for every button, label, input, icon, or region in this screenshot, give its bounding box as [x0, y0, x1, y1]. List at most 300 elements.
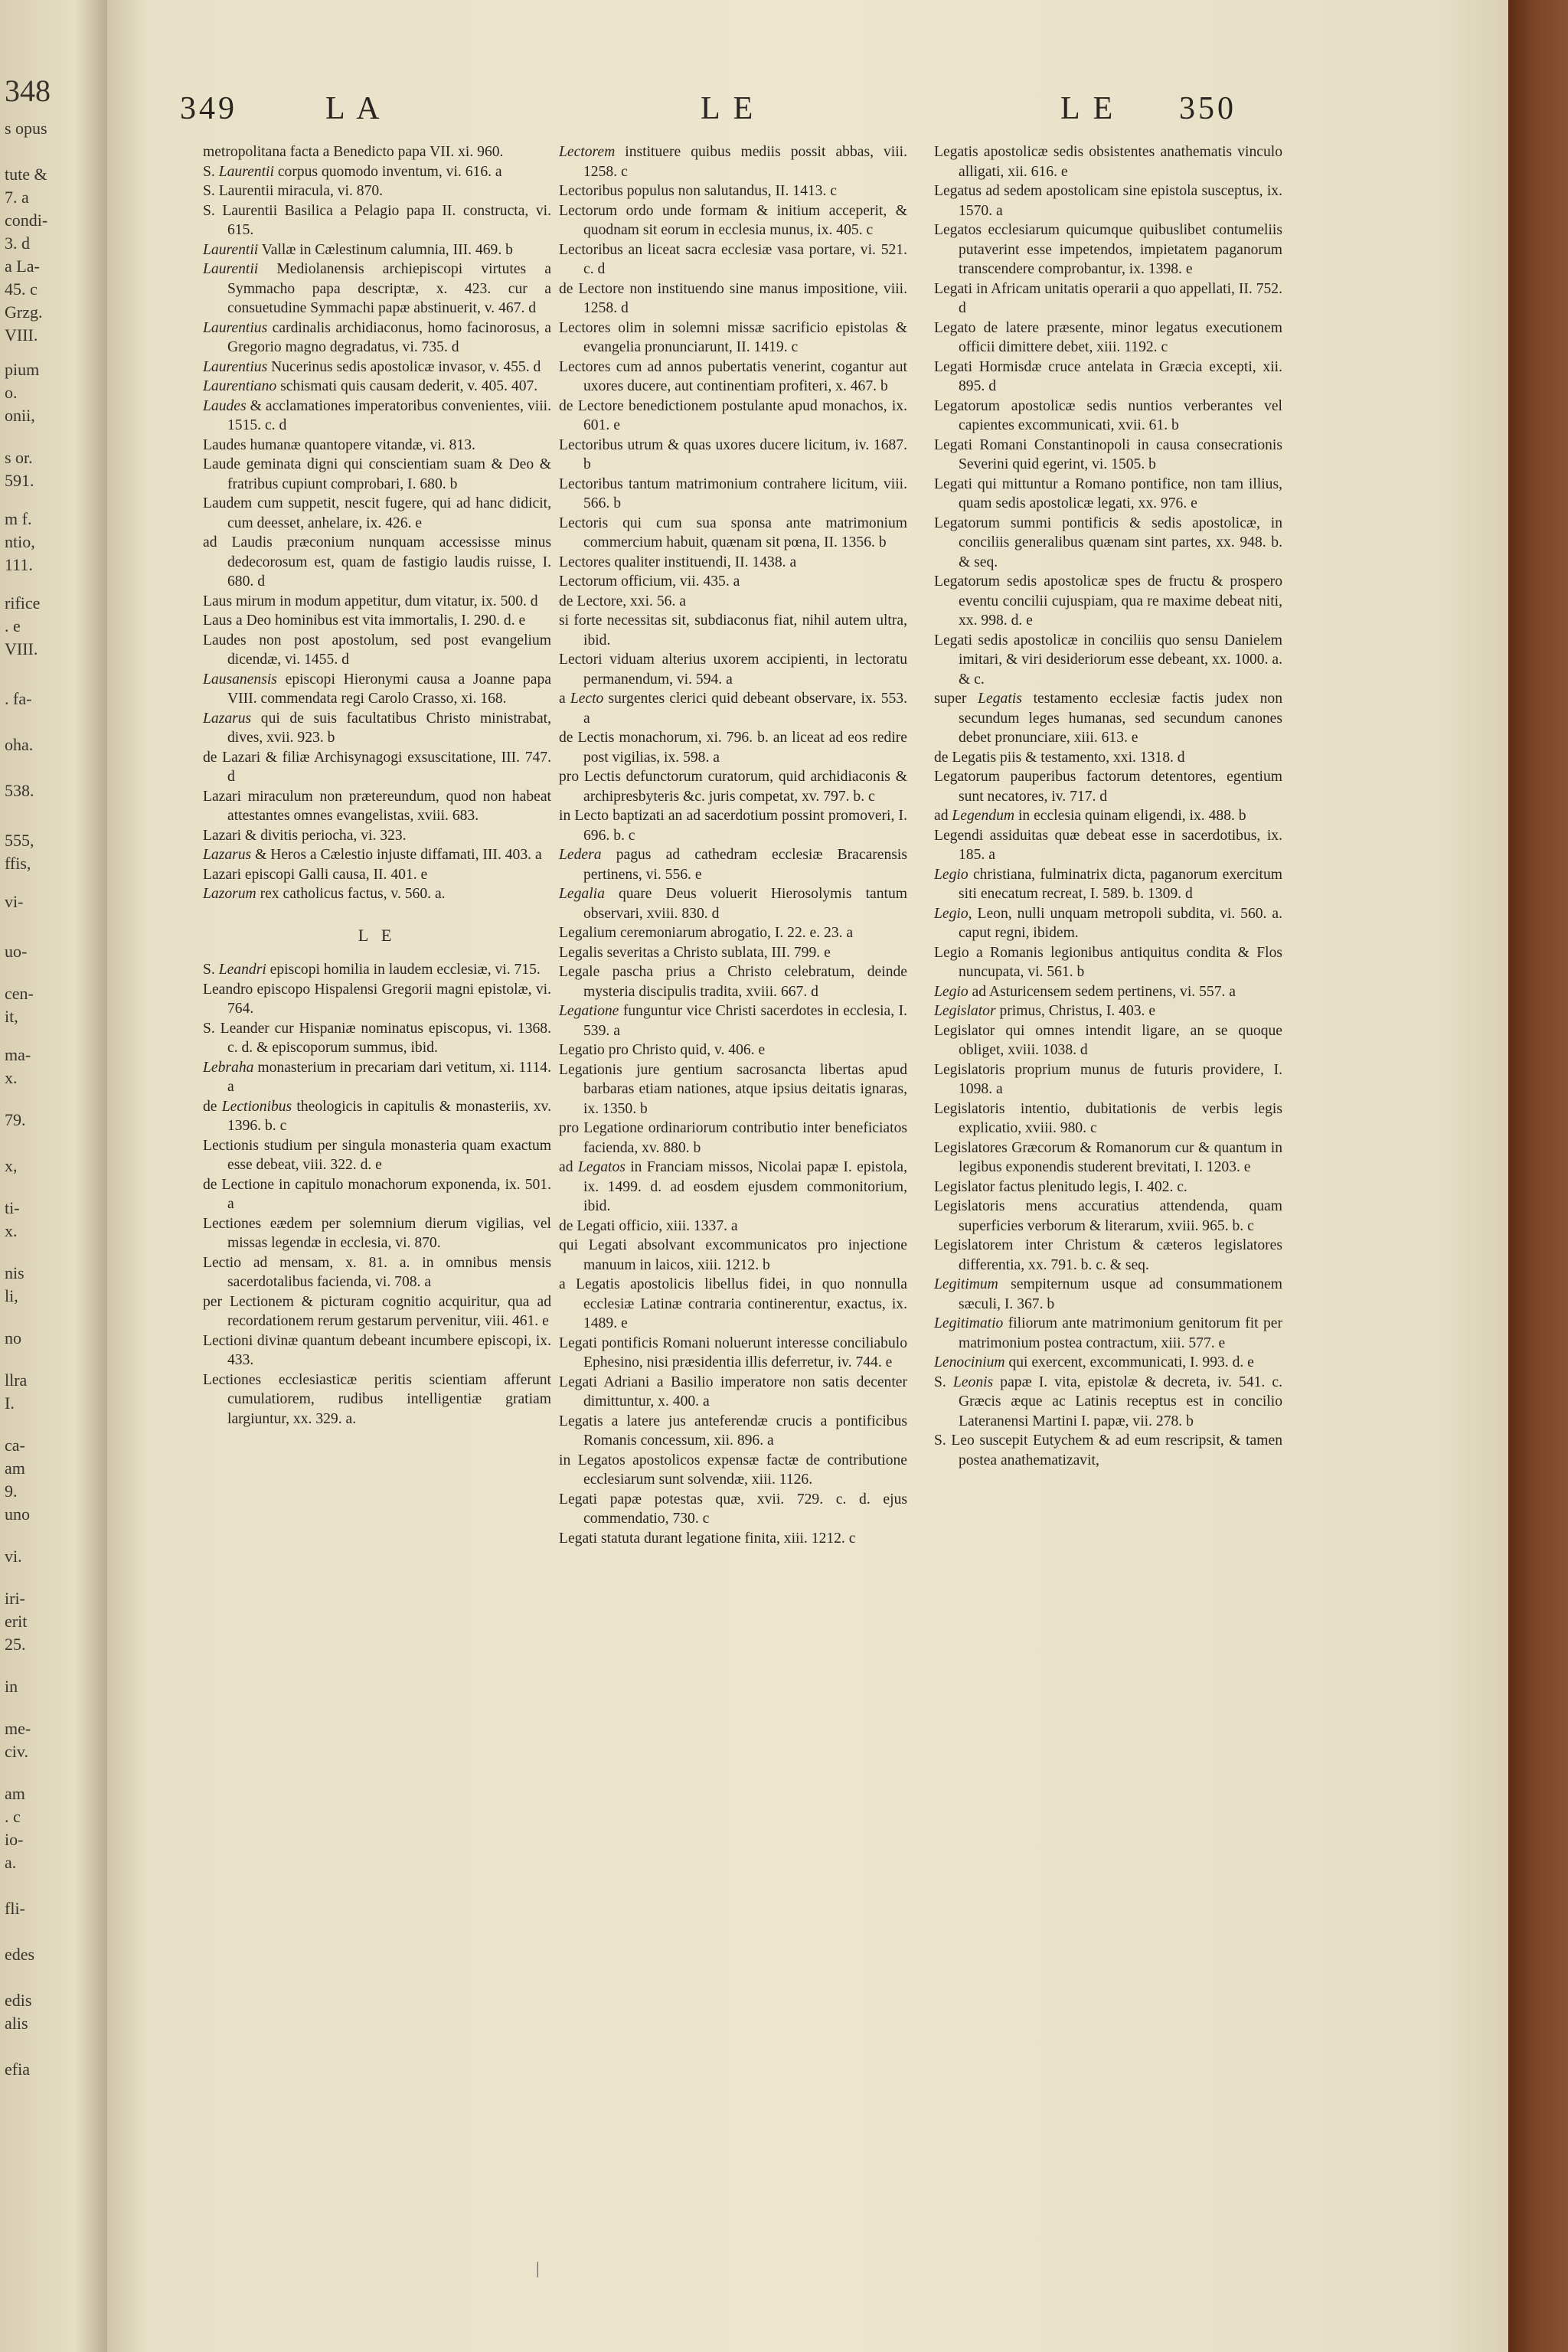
entry-text: qui exercent, excommunicati, I. 993. d. e [1004, 1354, 1254, 1370]
index-entry [559, 1217, 907, 1236]
entry-text: Lazari & divitis periocha, vi. 323. [203, 827, 407, 844]
margin-fragment: 45. c [5, 279, 38, 299]
entry-headword: Lausanensis [203, 671, 277, 688]
index-entry [934, 767, 1282, 806]
entry-headword: Lectorem [559, 144, 616, 160]
margin-fragment: . c [5, 1807, 21, 1826]
index-entry [934, 1431, 1282, 1470]
index-entry [203, 436, 551, 456]
entry-text: Legatos ecclesiarum quicumque quibuslibet contumeliis putaverint esse impetendos, impietatem paganorum transcendere comprobantur, ix. 1398. e [934, 222, 1282, 277]
entry-text: Legati Hormisdæ cruce antelata in Græcia excepti, xii. 895. d [934, 358, 1282, 394]
entry-text: Legale pascha prius a Christo celebratum, deinde mysteria discipulis tradita, xviii. 667. d [559, 964, 907, 1000]
index-entry [934, 1314, 1282, 1353]
index-entry [559, 689, 907, 728]
entry-text: Mediolanensis archiepiscopi virtutes a Symmacho papa descriptæ, x. 423. cur a consuetudine Symmachi papæ abstinuerit, v. 467. d [227, 261, 551, 316]
index-entry [203, 960, 551, 980]
entry-text: Lectoribus tantum matrimonium contrahere licitum, viii. 566. b [559, 475, 907, 511]
index-entry [203, 1214, 551, 1253]
entry-text: Laudes humanæ quantopere vitandæ, vi. 813. [203, 436, 475, 453]
index-entry [559, 279, 907, 318]
index-entry [934, 1021, 1282, 1060]
index-entry [203, 670, 551, 709]
index-entry [559, 650, 907, 689]
margin-fragment: nis [5, 1263, 24, 1282]
index-entry [559, 1275, 907, 1334]
index-entry [203, 826, 551, 846]
index-entry [559, 845, 907, 884]
entry-text: Lectoribus populus non salutandus, II. 1413. c [559, 183, 837, 199]
margin-fragment: condi- [5, 211, 48, 230]
index-entry [559, 1119, 907, 1158]
right-page-number: 350 [1179, 91, 1236, 126]
index-entry [559, 962, 907, 1001]
entry-headword: Legio [934, 983, 969, 1000]
entry-text: Lectiones ecclesiasticæ peritis scientiam afferunt cumulatiorem, rudibus intelligentiæ gratiam largiuntur, xx. 329. a. [203, 1371, 551, 1427]
entry-headword: Laurentii [203, 261, 259, 277]
entry-text: Lectori viduam alterius uxorem accipienti, in lectoratu permanendum, vi. 594. a [559, 652, 907, 688]
index-entry [559, 553, 907, 573]
entry-prefix: de [203, 1098, 222, 1115]
entry-text: S. Laurentii Basilica a Pelagio papa II. constructa, vi. 615. [203, 202, 551, 238]
margin-fragment: 555, [5, 831, 34, 850]
margin-fragment: 3. d [5, 234, 30, 253]
entry-text: pagus ad cathedram ecclesiæ Bracarensis pertinens, vi. 556. e [583, 847, 907, 883]
entry-text: de Lectis monachorum, xi. 796. b. an liceat ad eos redire post vigilias, ix. 598. a [559, 730, 907, 766]
margin-fragment: ntio, [5, 532, 35, 551]
index-entry [203, 1136, 551, 1175]
index-entry [559, 1490, 907, 1529]
entry-text: Legislatoris proprium munus de futuris providere, I. 1098. a [934, 1061, 1282, 1097]
entry-text: Legatorum sedis apostolicæ spes de fructu & prospero eventu concilii cujuspiam, qua re maxime debeat niti, xx. 998. d. e [934, 573, 1282, 629]
entry-text: de Lazari & filiæ Archisynagogi exsuscitatione, III. 747. d [203, 749, 551, 785]
entry-headword: Leonis [952, 1374, 994, 1390]
index-entry [203, 162, 551, 182]
index-entry [203, 980, 551, 1019]
entry-text: papæ I. vita, epistolæ & decreta, iv. 541. c. Græcis æque ac Latinis receptus est in concilio Lateranensi Martini I. papæ, vii. 278. b [959, 1374, 1283, 1429]
entry-text: primus, Christus, I. 403. e [995, 1003, 1156, 1019]
entry-headword: Lectionibus [221, 1098, 292, 1115]
entry-text: a Legatis apostolicis libellus fidei, in quo nonnulla ecclesiæ Latinæ contraria continerentur, exactus, ix. 1489. e [559, 1276, 907, 1331]
entry-text: Legislatores Græcorum & Romanorum cur & quantum in legibus exponendis studerent brevitati, I. 1203. e [934, 1139, 1282, 1175]
entry-headword: Legitimum [934, 1276, 998, 1292]
entry-text: Legio a Romanis legionibus antiquitus condita & Flos nuncupata, vi. 561. b [934, 944, 1282, 980]
index-entry [934, 631, 1282, 690]
entry-text: de Lectione in capitulo monachorum exponenda, ix. 501. a [203, 1176, 551, 1212]
margin-fragment: x. [5, 1221, 18, 1240]
index-entry [559, 943, 907, 963]
margin-fragment: I. [5, 1393, 15, 1413]
index-entry [559, 181, 907, 201]
entry-text: Laudem cum suppetit, nescit fugere, qui ad hanc didicit, cum deesset, anhelare, ix. 426. e [203, 495, 551, 531]
entry-headword: Laurentii [218, 163, 274, 180]
entry-headword: Lebraha [203, 1059, 254, 1076]
index-entry [203, 397, 551, 436]
entry-headword: Lazarus [203, 847, 252, 863]
entry-text: Lectorum ordo unde formam & initium acceperit, & quodnam sit eorum in ecclesia munus, ix. 405. c [559, 202, 907, 238]
index-entry [559, 1334, 907, 1373]
index-entry [934, 943, 1282, 982]
entry-text: instituere quibus mediis possit abbas, viii. 1258. c [583, 144, 907, 180]
index-entry [559, 240, 907, 279]
entry-text: quare Deus voluerit Hierosolymis tantum observari, xviii. 830. d [583, 886, 907, 922]
margin-fragment: m f. [5, 509, 32, 528]
margin-fragment: fli- [5, 1899, 25, 1918]
entry-text: in Franciam missos, Nicolai papæ I. epistola, ix. 1499. d. ad eosdem ejusdem commonitorium, ibid. [583, 1159, 907, 1214]
index-entry [559, 1412, 907, 1451]
center-running-heading: L E [701, 91, 756, 126]
book-cover-edge [1508, 0, 1568, 2352]
entry-text: Legati qui mittuntur a Romano pontifice, non tam illius, quam sedis apostolicæ legati, xx. 976. e [934, 475, 1282, 511]
entry-text: episcopi homilia in laudem ecclesiæ, vi. 715. [266, 962, 541, 978]
entry-headword: Ledera [559, 847, 602, 863]
index-entry [203, 865, 551, 885]
index-entry [203, 884, 551, 904]
adjacent-page-margin [0, 0, 107, 2352]
margin-fragment: s or. [5, 448, 33, 467]
index-entry [203, 358, 551, 377]
entry-text: Legati statuta durant legatione finita, xiii. 1212. c [559, 1530, 856, 1547]
entry-text: Lectores cum ad annos pubertatis venerint, cogantur aut uxores ducere, aut continentiam profiteri, x. 467. b [559, 358, 907, 394]
entry-text: ad Asturicensem sedem pertinens, vi. 557. a [968, 983, 1236, 1000]
entry-headword: Legatos [577, 1159, 626, 1175]
index-entry [934, 904, 1282, 943]
index-entry [203, 201, 551, 240]
margin-fragment: VIII. [5, 325, 38, 345]
entry-text: Legendi assiduitas quæ debeat esse in sacerdotibus, ix. 185. a [934, 827, 1282, 863]
entry-text: Lectoribus an liceat sacra ecclesiæ vasa portare, vi. 521. c. d [559, 241, 907, 277]
index-entry [934, 1001, 1282, 1021]
index-entry [934, 982, 1282, 1002]
index-entry [934, 689, 1282, 748]
index-entry [559, 1040, 907, 1060]
entry-prefix: S. [203, 163, 219, 180]
entry-text: de Lectore benedictionem postulante apud monachos, ix. 601. e [559, 397, 907, 433]
entry-text: testamento ecclesiæ factis judex non secundum leges humanas, sed secundum canones debet pronunciare, xiii. 613. e [959, 691, 1283, 746]
entry-text: surgentes clerici quid debeant observare, ix. 553. a [583, 691, 907, 727]
entry-text: Legatis apostolicæ sedis obsistentes anathematis vinculo alligati, xii. 616. e [934, 144, 1282, 180]
margin-fragment: 79. [5, 1110, 26, 1129]
entry-headword: Legalia [559, 886, 605, 902]
entry-text: & acclamationes imperatoribus convenientes, viii. 1515. c. d [227, 397, 551, 433]
index-entry [203, 1097, 551, 1136]
index-entry [203, 1331, 551, 1370]
margin-fragment: civ. [5, 1742, 28, 1761]
index-entry [559, 767, 907, 806]
entry-text: Lectores olim in solemni missæ sacrificio epistolas & evangelia pronunciarunt, II. 1419. c [559, 319, 907, 355]
entry-prefix: S. [203, 962, 219, 978]
index-entry [559, 142, 907, 181]
margin-fragment: io- [5, 1830, 24, 1849]
index-entry [934, 806, 1282, 826]
left-page-number: 349 [180, 91, 237, 126]
index-entry [934, 1275, 1282, 1314]
entry-headword: Lecto [570, 691, 604, 707]
entry-text: Lazari episcopi Galli causa, II. 401. e [203, 866, 428, 883]
index-entry [559, 201, 907, 240]
entry-text: qui de suis facultatibus Christo ministrabat, dives, xvii. 923. b [227, 710, 551, 746]
margin-fragment: 348 [5, 74, 51, 108]
index-entry [934, 865, 1282, 904]
page-header [107, 90, 1508, 136]
margin-fragment: x, [5, 1156, 18, 1175]
index-entry [203, 1019, 551, 1058]
entry-text: Legati Romani Constantinopoli in causa consecrationis Severini quid egerint, vi. 1505. b [934, 436, 1282, 472]
index-entry [559, 884, 907, 923]
index-entry [559, 806, 907, 845]
index-entry [203, 1175, 551, 1214]
entry-text: in ecclesia quinam eligendi, ix. 488. b [1014, 808, 1246, 824]
margin-fragment: ti- [5, 1198, 20, 1217]
margin-fragment: edis [5, 1991, 32, 2010]
index-entry [203, 1253, 551, 1292]
index-entry [934, 436, 1282, 475]
index-entry [934, 514, 1282, 573]
index-entry [934, 358, 1282, 397]
entry-headword: Legatis [978, 691, 1022, 707]
margin-fragment: in [5, 1677, 18, 1696]
margin-fragment: am [5, 1459, 25, 1478]
entry-text: filiorum ante matrimonium genitorum fit per matrimonium postea contractum, xiii. 577. e [959, 1315, 1282, 1351]
index-entry [203, 748, 551, 787]
entry-text: Legislatoris intentio, dubitationis de verbis legis explicatio, xviii. 980. c [934, 1100, 1282, 1136]
entry-text: Lectioni divinæ quantum debeant incumbere episcopi, ix. 433. [203, 1332, 551, 1368]
entry-text: funguntur vice Christi sacerdotes in ecclesia, I. 539. a [583, 1003, 907, 1039]
index-entry [934, 318, 1282, 358]
entry-text: Lectoribus utrum & quas uxores ducere licitum, iv. 1687. b [559, 436, 907, 472]
index-entry [559, 572, 907, 592]
index-entry [203, 592, 551, 612]
index-entry [203, 845, 551, 865]
entry-text: , Leon, nulli unquam metropoli subdita, vi. 560. a. caput regni, ibidem. [959, 905, 1282, 941]
index-entry [934, 572, 1282, 631]
index-entry [203, 611, 551, 631]
index-entry [559, 514, 907, 553]
left-running-heading: L A [325, 91, 383, 126]
margin-fragment: erit [5, 1612, 28, 1631]
index-entry [934, 748, 1282, 768]
entry-text: Legato de latere præsente, minor legatus executionem officii dimittere debet, xiii. 1192. c [934, 319, 1282, 355]
index-entry [203, 455, 551, 494]
entry-text: Vallæ in Cælestinum calumnia, III. 469. b [258, 241, 513, 258]
margin-fragment: alis [5, 2014, 28, 2033]
entry-headword: Lazorum [203, 886, 256, 902]
index-entry [559, 1001, 907, 1040]
entry-text: Nucerinus sedis apostolicæ invasor, v. 455. d [267, 358, 541, 375]
entry-text: Legati Adriani a Basilio imperatore non satis decenter dimittuntur, x. 400. a [559, 1374, 907, 1410]
entry-text: Legationis jure gentium sacrosancta libertas apud barbaras etiam nationes, atque ipsius deitatis ignaras, ix. 1350. b [559, 1061, 907, 1117]
entry-headword: Legislator [934, 1003, 996, 1019]
index-column-1 [203, 142, 551, 1429]
entry-text: cardinalis archidiaconus, homo facinorosus, a Gregorio magno degradatus, vi. 735. d [227, 319, 551, 355]
margin-fragment: it, [5, 1007, 18, 1026]
margin-fragment: 7. a [5, 188, 29, 207]
margin-fragment: 9. [5, 1481, 18, 1501]
entry-headword: Laurentii [203, 241, 259, 258]
entry-text: qui Legati absolvant excommunicatos pro injectione manuum in laicos, xiii. 1212. b [559, 1237, 907, 1273]
index-entry [203, 787, 551, 826]
margin-fragment: vi- [5, 892, 24, 911]
entry-text: S. Leander cur Hispaniæ nominatus episcopus, vi. 1368. c. d. & episcoporum summus, ibid. [203, 1020, 551, 1056]
index-entry [559, 397, 907, 436]
entry-text: Leandro episcopo Hispalensi Gregorii magni epistolæ, vi. 764. [203, 981, 551, 1017]
entry-text: de Lectore, xxi. 56. a [559, 593, 686, 609]
margin-fragment: oha. [5, 735, 34, 754]
right-running-heading: L E [1060, 91, 1116, 126]
index-entry [559, 728, 907, 767]
margin-fragment: llra [5, 1370, 28, 1390]
entry-text: Legati pontificis Romani noluerunt interesse conciliabulo Ephesino, nisi præsidentia illis deferretur, iv. 744. e [559, 1334, 907, 1370]
entry-text: Legatis a latere jus anteferendæ crucis a pontificibus Romanis concessum, xii. 896. a [559, 1413, 907, 1449]
index-entry [934, 181, 1282, 220]
entry-text: Laus a Deo hominibus est vita immortalis, I. 290. d. e [203, 612, 526, 629]
entry-text: Legati papæ potestas quæ, xvii. 729. c. d. ejus commendatio, 730. c [559, 1491, 907, 1527]
entry-text: Lazari miraculum non prætereundum, quod non habeat attestantes omnes evangelistas, xviii. 683. [203, 788, 551, 824]
margin-fragment: uo- [5, 942, 28, 961]
margin-fragment: efia [5, 2060, 30, 2079]
index-entry [559, 923, 907, 943]
margin-fragment: a. [5, 1853, 17, 1872]
margin-fragment: ma- [5, 1045, 31, 1064]
index-column-3 [934, 142, 1282, 1470]
index-entry [934, 1236, 1282, 1275]
entry-text: de Legatis piis & testamento, xxi. 1318. d [934, 749, 1185, 766]
section-heading: L E [358, 925, 397, 945]
index-entry [934, 826, 1282, 865]
entry-text: rex catholicus factus, v. 560. a. [256, 886, 446, 902]
margin-fragment: 538. [5, 781, 34, 800]
index-entry [203, 240, 551, 260]
entry-text: Legatorum apostolicæ sedis nuntios verberantes vel capientes excommunicati, xvii. 61. b [934, 397, 1282, 433]
margin-fragment: me- [5, 1719, 31, 1738]
index-entry [934, 475, 1282, 514]
margin-fragment: onii, [5, 406, 35, 425]
entry-text: ad Laudis præconium nunquam accessisse minus dedecorosum est, quam de fastigio laudis ruisse, I. 680. d [203, 534, 551, 590]
index-entry [559, 592, 907, 612]
entry-headword: Leandri [218, 962, 266, 978]
index-entry [934, 1373, 1282, 1432]
margin-fragment: 25. [5, 1635, 26, 1654]
index-entry [559, 1529, 907, 1549]
index-entry [203, 260, 551, 318]
margin-fragment: uno [5, 1504, 30, 1524]
index-entry [203, 1058, 551, 1097]
entry-headword: Laurentiano [203, 378, 277, 394]
index-entry [559, 1373, 907, 1412]
entry-headword: Legatione [559, 1003, 619, 1019]
margin-fragment: 591. [5, 471, 34, 490]
margin-fragment: li, [5, 1286, 18, 1305]
entry-text: Lectio ad mensam, x. 81. a. in omnibus mensis sacerdotalibus facienda, vi. 708. a [203, 1254, 551, 1290]
index-entry [203, 142, 551, 162]
entry-text: Lectionis studium per singula monasteria quam exactum esse debeat, viii. 322. d. e [203, 1137, 551, 1173]
entry-text: Legalis severitas a Christo sublata, III. 799. e [559, 944, 831, 961]
index-entry [559, 611, 907, 650]
entry-headword: Legitimatio [934, 1315, 1004, 1331]
index-entry [934, 1353, 1282, 1373]
entry-headword: Laurentius [203, 319, 268, 336]
margin-fragment: edes [5, 1945, 35, 1964]
index-entry [559, 318, 907, 358]
entry-text: corpus quomodo inventum, vi. 616. a [273, 163, 502, 180]
index-entry [934, 1138, 1282, 1178]
entry-text: monasterium in precariam dari vetitum, xi. 1114. a [227, 1059, 551, 1095]
margin-fragment: vi. [5, 1547, 22, 1566]
entry-text: & Heros a Cælestio injuste diffamati, III. 403. a [251, 847, 542, 863]
margin-fragment: . e [5, 616, 21, 635]
margin-fragment: VIII. [5, 639, 38, 658]
entry-text: Legislator factus plenitudo legis, I. 402. c. [934, 1178, 1187, 1195]
entry-headword: Legendum [952, 808, 1015, 824]
margin-fragment: s opus [5, 119, 47, 138]
index-entry [559, 436, 907, 475]
margin-fragment: ca- [5, 1436, 25, 1455]
entry-text: Legalium ceremoniarum abrogatio, I. 22. e. 23. a [559, 925, 854, 941]
entry-text: Laudes non post apostolum, sed post evangelium dicendæ, vi. 1455. d [203, 632, 551, 668]
entry-text: per Lectionem & picturam cognitio acquiritur, qua ad recordationem rerum gestarum pervenitur, viii. 461. e [203, 1293, 551, 1329]
entry-text: in Legatos apostolicos expensæ factæ de contributione ecclesiarum sunt solvendæ, xiii. 1126. [559, 1452, 907, 1488]
entry-text: in Lecto baptizati an ad sacerdotium possint promoveri, I. 696. b. c [559, 808, 907, 844]
index-entry [203, 631, 551, 670]
entry-text: sempiternum usque ad consummationem sæculi, I. 367. b [959, 1276, 1282, 1312]
index-entry [203, 533, 551, 592]
entry-text: Lectorum officium, vii. 435. a [559, 573, 740, 590]
index-entry [203, 181, 551, 201]
entry-text: Lectoris qui cum sua sponsa ante matrimonium commercium habuit, quænam sit pœna, II. 1356. b [559, 514, 907, 550]
entry-text: Legati sedis apostolicæ in conciliis quo sensu Danielem imitari, & viri desideriorum esse debeant, xx. 1000. a. & c. [934, 632, 1282, 688]
margin-fragment: x. [5, 1068, 18, 1087]
entry-text: de Legati officio, xiii. 1337. a [559, 1217, 738, 1234]
index-entry [934, 1178, 1282, 1197]
entry-text: Legislatorem inter Christum & cæteros legislatores differentia, xx. 791. b. c. & seq. [934, 1237, 1282, 1273]
entry-headword: Legio [934, 905, 969, 922]
index-entry [559, 1451, 907, 1490]
index-entry [203, 1292, 551, 1331]
margin-fragment: pium [5, 360, 40, 379]
margin-fragment: rifice [5, 593, 41, 612]
entry-headword: Legio [934, 866, 969, 883]
entry-prefix: ad [559, 1159, 578, 1175]
margin-fragment: no [5, 1328, 21, 1348]
index-entry [559, 358, 907, 397]
entry-prefix: super [934, 691, 978, 707]
entry-text: Legatorum summi pontificis & sedis apostolicæ, in conciliis generalibus quænam sint partes, xx. 948. b. & seq. [934, 514, 1282, 570]
entry-text: Legatorum pauperibus factorum detentores, egentium sunt necatores, iv. 717. d [934, 769, 1282, 805]
index-entry [203, 709, 551, 748]
index-entry [934, 1060, 1282, 1099]
entry-text: Lectiones eædem per solemnium dierum vigilias, vel missas legendæ in ecclesia, vi. 870. [203, 1215, 551, 1251]
entry-text: Legatus ad sedem apostolicam sine epistola susceptus, ix. 1570. a [934, 183, 1282, 219]
entry-headword: Laurentius [203, 358, 268, 375]
index-entry [203, 318, 551, 358]
entry-text: Legati in Africam unitatis operarii a quo appellati, II. 752. d [934, 280, 1282, 316]
entry-text: schismati quis causam dederit, v. 405. 407. [276, 378, 538, 394]
entry-text: pro Lectis defunctorum curatorum, quid archidiaconis & archipresbyteris &c. juris competat, xv. 797. b. c [559, 769, 907, 805]
entry-text: Laus mirum in modum appetitur, dum vitatur, ix. 500. d [203, 593, 538, 609]
index-entry [934, 1099, 1282, 1138]
entry-prefix: a [559, 691, 570, 707]
entry-text: S. Laurentii miracula, vi. 870. [203, 183, 384, 199]
index-entry [934, 1197, 1282, 1236]
entry-text: S. Leo suscepit Eutychem & ad eum rescripsit, & tamen postea anathematizavit, [934, 1432, 1282, 1468]
index-column-2 [559, 142, 907, 1548]
index-entry [559, 1060, 907, 1119]
margin-fragment: 111. [5, 555, 33, 574]
index-entry [934, 397, 1282, 436]
index-entry [203, 377, 551, 397]
margin-fragment: a La- [5, 256, 40, 276]
entry-text: pro Legatione ordinariorum contributio inter beneficiatos facienda, xv. 880. b [559, 1120, 907, 1156]
index-entry [934, 220, 1282, 279]
